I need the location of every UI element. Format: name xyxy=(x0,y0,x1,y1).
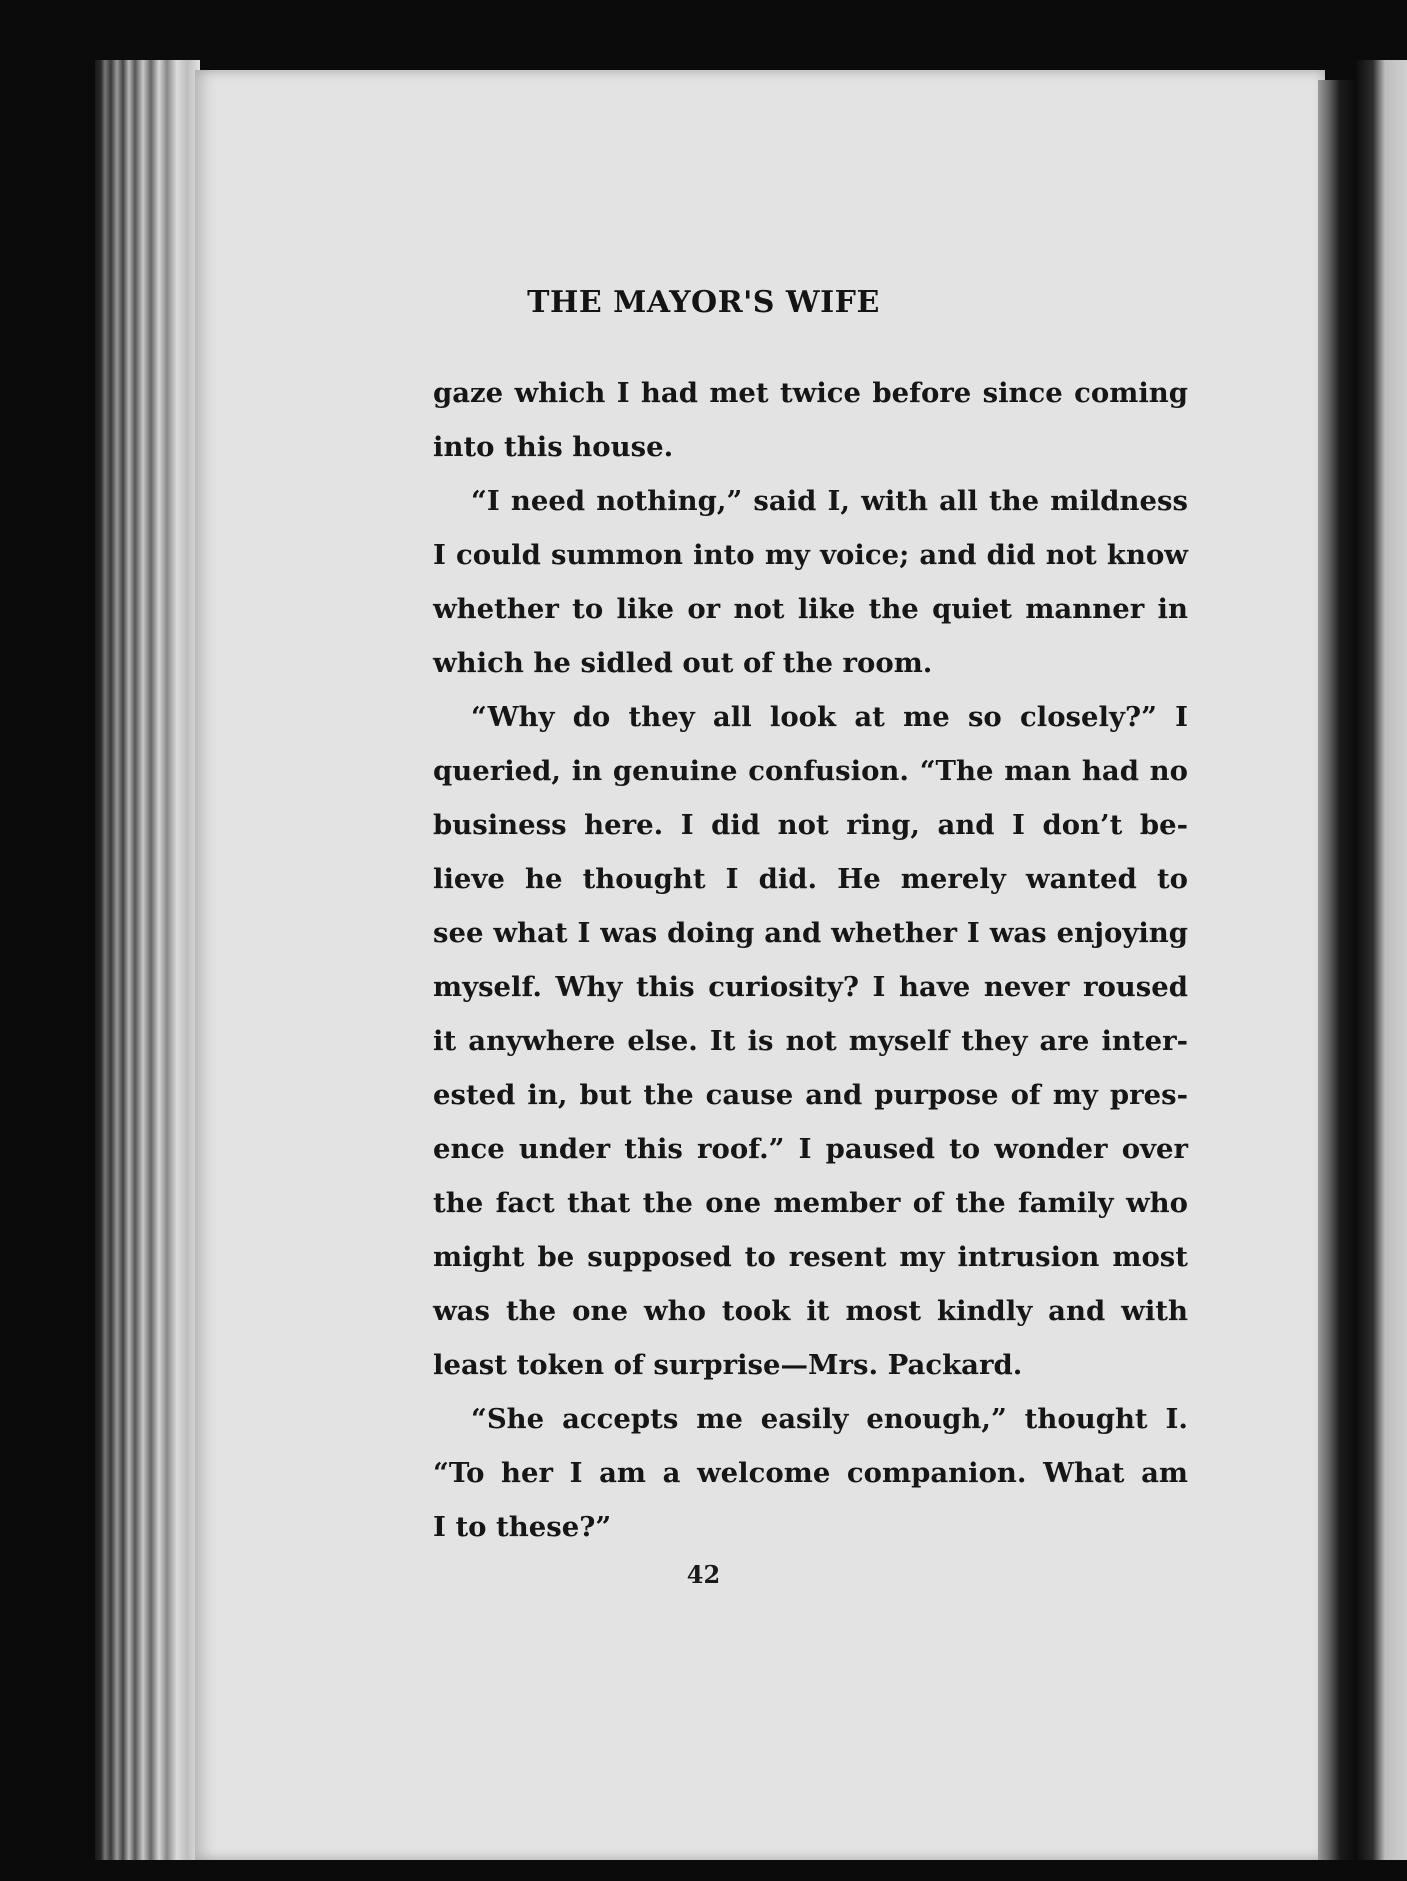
running-head: THE MAYOR'S WIFE xyxy=(527,285,880,320)
text-line: least token of surprise—Mrs. Packard. xyxy=(433,1349,1023,1381)
text-line: I to these?” xyxy=(433,1511,612,1543)
text-line: ested in, but the cause and purpose of my pres- xyxy=(433,1079,1188,1111)
text-line: business here. I did not ring, and I don’t be- xyxy=(433,809,1188,841)
text-line: queried, in genuine confusion. “The man had no xyxy=(433,755,1188,787)
text-line: which he sidled out of the room. xyxy=(433,647,933,679)
text-line: was the one who took it most kindly and with xyxy=(433,1295,1188,1327)
text-line: it anywhere else. It is not myself they are inter- xyxy=(433,1025,1188,1057)
text-line: myself. Why this curiosity? I have never roused xyxy=(433,971,1188,1003)
text-line: I could summon into my voice; and did not know xyxy=(433,539,1188,571)
text-line: “Why do they all look at me so closely?” I xyxy=(471,701,1188,733)
text-line: lieve he thought I did. He merely wanted to xyxy=(433,863,1188,895)
text-line: “She accepts me easily enough,” thought I. xyxy=(471,1403,1188,1435)
text-line: gaze which I had met twice before since coming xyxy=(433,377,1188,409)
text-line: ence under this roof.” I paused to wonder over xyxy=(433,1133,1188,1165)
text-line: whether to like or not like the quiet manner in xyxy=(433,593,1188,625)
text-line: “To her I am a welcome companion. What am xyxy=(433,1457,1188,1489)
text-line: the fact that the one member of the family who xyxy=(433,1187,1188,1219)
facing-page-edge xyxy=(1355,60,1407,1860)
text-line: into this house. xyxy=(433,431,674,463)
page-gutter-shadow xyxy=(1318,80,1358,1860)
body-text xyxy=(433,366,1188,1554)
page-number: 42 xyxy=(686,1560,721,1589)
text-line: might be supposed to resent my intrusion most xyxy=(433,1241,1188,1273)
text-line: “I need nothing,” said I, with all the mildness xyxy=(471,485,1188,517)
book-binding-edge xyxy=(95,60,200,1860)
text-line: see what I was doing and whether I was enjoying xyxy=(433,917,1188,949)
